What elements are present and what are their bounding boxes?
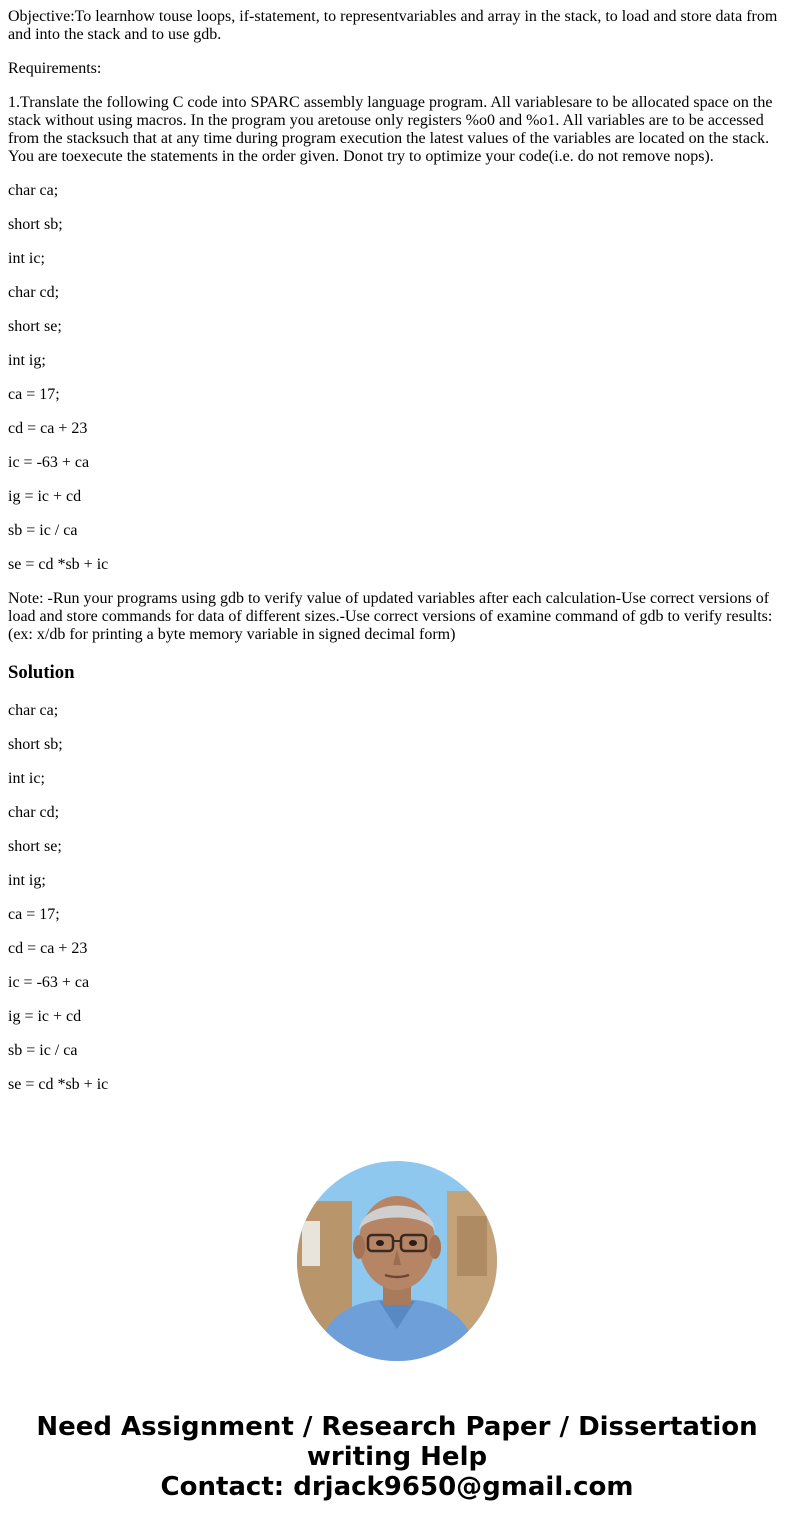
solution-code-line: int ic; (8, 770, 45, 787)
solution-code-line: sb = ic / ca (8, 1042, 78, 1059)
objective-text: Objective:To learnhow touse loops, if-statement, to representvariables and array in the stack, to load and store data from and into the stack and to use gdb. (8, 8, 778, 43)
code-line: char ca; (8, 182, 59, 199)
document-body (0, 8, 794, 1094)
code-line: cd = ca + 23 (8, 420, 88, 437)
solution-code-line: char ca; (8, 702, 59, 719)
requirements-heading: Requirements: (8, 60, 102, 77)
solution-code-line: short se; (8, 838, 62, 855)
solution-code-line: short sb; (8, 736, 63, 753)
code-line: int ig; (8, 352, 46, 369)
solution-heading: Solution (8, 662, 75, 683)
solution-code-line: se = cd *sb + ic (8, 1076, 109, 1093)
code-line: se = cd *sb + ic (8, 556, 109, 573)
code-line: ic = -63 + ca (8, 454, 90, 471)
promo-banner (0, 1412, 794, 1502)
avatar (297, 1161, 497, 1361)
code-line: ca = 17; (8, 386, 60, 403)
code-line: int ic; (8, 250, 45, 267)
promo-line-1: Need Assignment / Research Paper / Dissertation (36, 1412, 758, 1442)
solution-code-line: char cd; (8, 804, 60, 821)
solution-code-line: ig = ic + cd (8, 1008, 82, 1025)
code-line: short sb; (8, 216, 63, 233)
code-line: short se; (8, 318, 62, 335)
code-line: sb = ic / ca (8, 522, 78, 539)
requirement-1-text: 1.Translate the following C code into SPARC assembly language program. All variablesare to be allocated space on the stack without using macros. In the program you aretouse only registers %o0 and %o1. All variables are to be accessed from the stacksuch that at any time during program execution the latest values of the variables are located on the stack. You are toexecute the statements in the order given. Donot try to optimize your code(i.e. do not remove nops). (8, 94, 773, 165)
solution-code-line: int ig; (8, 872, 46, 889)
promo-contact: Contact: drjack9650@gmail.com (160, 1472, 634, 1502)
promo-line-2: writing Help (306, 1442, 488, 1472)
note-text: Note: -Run your programs using gdb to verify value of updated variables after each calculation-Use correct versions of load and store commands for data of different sizes.-Use correct versions of examine command of gdb to verify results: (ex: x/db for printing a byte memory variable in signed decimal form) (8, 590, 773, 643)
solution-code-line: ic = -63 + ca (8, 974, 90, 991)
code-line: char cd; (8, 284, 60, 301)
code-line: ig = ic + cd (8, 488, 82, 505)
solution-code-line: cd = ca + 23 (8, 940, 88, 957)
avatar-portrait-illustration (297, 1161, 497, 1361)
solution-code-line: ca = 17; (8, 906, 60, 923)
